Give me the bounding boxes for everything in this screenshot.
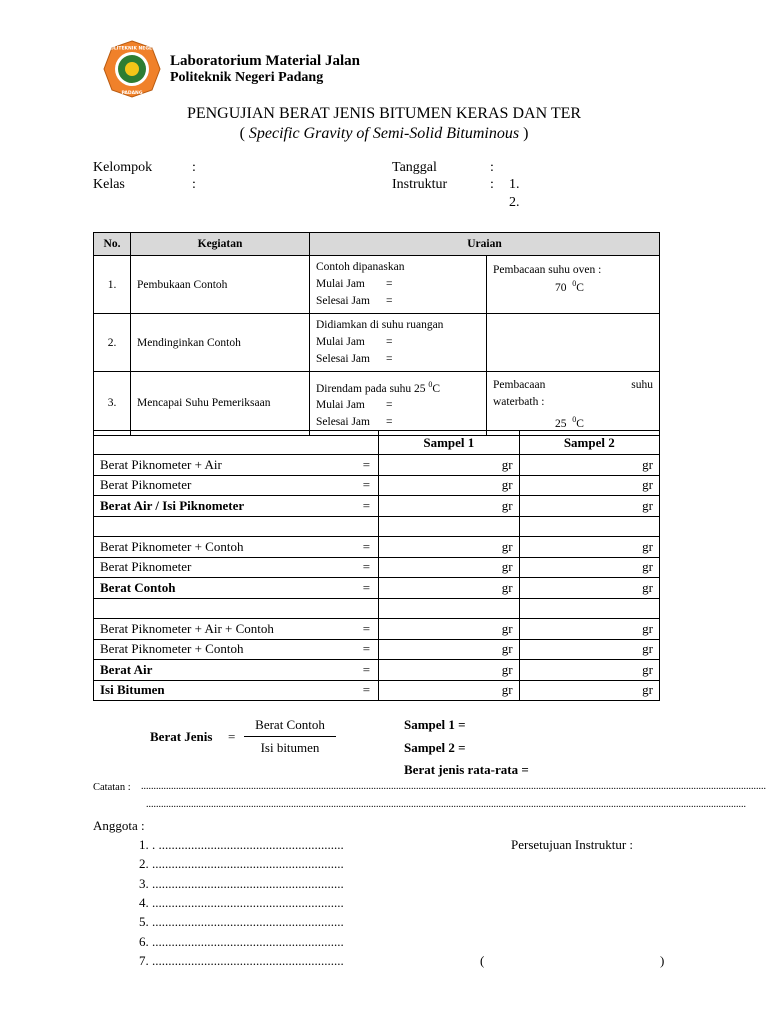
institution-name: Politeknik Negeri Padang — [170, 70, 324, 85]
measurement-row — [94, 598, 660, 619]
measurement-label: Berat Piknometer — [94, 475, 355, 496]
sampel-2-value[interactable]: gr — [519, 455, 659, 476]
kelas-label: Kelas — [93, 177, 125, 192]
row2-selesai-label: Selesai Jam — [316, 353, 370, 365]
formula-numerator: Berat Contoh — [255, 717, 325, 732]
measurement-label: Berat Piknometer + Contoh — [94, 537, 355, 558]
row3-waterbath — [487, 372, 660, 436]
measurement-row — [94, 639, 660, 660]
sampel-1-value[interactable]: gr — [379, 455, 519, 476]
lab-name: Laboratorium Material Jalan — [170, 53, 360, 69]
measurement-eq: = — [354, 660, 378, 681]
row2-line2 — [316, 334, 480, 351]
header-uraian: Uraian — [310, 233, 660, 256]
activity-table — [93, 232, 660, 436]
formula-rata-rata: Berat jenis rata-rata = — [404, 762, 529, 777]
sampel-2-value[interactable]: gr — [519, 557, 659, 578]
subtitle-paren-open: ( — [239, 125, 249, 142]
document-title: PENGUJIAN BERAT JENIS BITUMEN KERAS DAN TER — [186, 105, 582, 122]
blank-cell — [379, 598, 519, 619]
row1-oven-value — [493, 279, 653, 294]
formula-label: Berat Jenis — [150, 729, 213, 744]
measurement-eq: = — [354, 578, 378, 599]
row1-oven-label: Pembacaan suhu oven : — [493, 264, 602, 276]
logo-text-bottom: PADANG — [121, 91, 143, 96]
measurement-row — [94, 660, 660, 681]
sampel-1-value[interactable]: gr — [379, 475, 519, 496]
measurement-label: Berat Air — [94, 660, 355, 681]
anggota-item: 4. ........................................................... — [139, 894, 344, 910]
row3-uraian — [310, 372, 487, 436]
measurement-body — [94, 455, 660, 701]
sampel-1-value[interactable]: gr — [379, 557, 519, 578]
blank-cell — [519, 598, 659, 619]
row3-mulai-eq: = — [386, 399, 393, 412]
measurement-eq: = — [354, 619, 378, 640]
measurement-eq: = — [354, 496, 378, 517]
sampel-2-value[interactable]: gr — [519, 537, 659, 558]
measurement-row — [94, 557, 660, 578]
row2-no: 2. — [94, 314, 131, 372]
catatan-label: Catatan : — [93, 782, 131, 793]
row1-selesai-label: Selesai Jam — [316, 295, 370, 307]
paren-close: ) — [660, 953, 665, 968]
row1-no: 1. — [94, 256, 131, 314]
tanggal-label: Tanggal — [392, 160, 437, 175]
anggota-item: 2. ........................................................... — [139, 856, 344, 872]
row3-waterbath-label-a: Pembacaan — [493, 379, 546, 391]
header-sampel-2: Sampel 2 — [519, 431, 659, 455]
paren-open: ( — [480, 953, 485, 968]
measurement-label: Berat Piknometer + Air — [94, 455, 355, 476]
formula-denominator: Isi bitumen — [260, 740, 320, 755]
politeknik-logo — [103, 40, 161, 98]
measurement-row — [94, 578, 660, 599]
row1-oven-unit: C — [576, 281, 584, 294]
row2-empty — [487, 314, 660, 372]
anggota-item: 6. ........................................................... — [139, 933, 344, 949]
row3-line3 — [316, 414, 480, 431]
row1-oven-degree: 0 — [572, 279, 577, 288]
blank-cell — [379, 516, 519, 537]
row1-kegiatan: Pembukaan Contoh — [131, 256, 310, 314]
header-kegiatan: Kegiatan — [131, 233, 310, 256]
instruktur-label: Instruktur — [392, 177, 448, 192]
row2-line1: Didiamkan di suhu ruangan — [316, 319, 444, 331]
row3-no: 3. — [94, 372, 131, 436]
sampel-1-value[interactable]: gr — [379, 660, 519, 681]
measurement-row — [94, 475, 660, 496]
activity-row-2 — [94, 314, 660, 372]
kelas-colon: : — [192, 177, 196, 192]
row2-mulai-label: Mulai Jam — [316, 336, 365, 348]
measurement-label: Isi Bitumen — [94, 680, 355, 701]
measurement-label: Berat Air / Isi Piknometer — [94, 496, 355, 517]
sampel-2-value[interactable]: gr — [519, 680, 659, 701]
measurement-label: Berat Piknometer + Air + Contoh — [94, 619, 355, 640]
measurement-row — [94, 516, 660, 537]
measurement-label: Berat Contoh — [94, 578, 355, 599]
instruktur-colon: : — [490, 177, 494, 192]
instruktur-2: 2. — [509, 195, 520, 210]
anggota-item: 3. ........................................................... — [139, 875, 344, 891]
row3-waterbath-degree: 0 — [572, 415, 577, 424]
sampel-1-value[interactable]: gr — [379, 619, 519, 640]
measurement-row — [94, 455, 660, 476]
row2-selesai-eq: = — [386, 353, 393, 365]
sampel-2-value[interactable]: gr — [519, 475, 659, 496]
measurement-row — [94, 680, 660, 701]
row1-mulai-eq: = — [386, 278, 393, 290]
blank-cell — [519, 516, 659, 537]
sampel-1-value[interactable]: gr — [379, 578, 519, 599]
catatan-line-2: ................................................................................................................................................................................................................................................ — [146, 799, 746, 810]
row3-waterbath-label-c: waterbath : — [493, 396, 545, 408]
activity-row-1 — [94, 256, 660, 314]
row2-mulai-eq: = — [386, 336, 393, 348]
row3-line1-unit: C — [432, 382, 441, 395]
measurement-row — [94, 619, 660, 640]
measurement-eq: = — [354, 455, 378, 476]
activity-header-row — [94, 233, 660, 256]
row3-waterbath-unit: C — [576, 417, 584, 430]
blank-cell — [94, 516, 379, 537]
measurement-header-row — [94, 431, 660, 455]
header-sampel-1: Sampel 1 — [379, 431, 519, 455]
measurement-row — [94, 537, 660, 558]
logo-text-top: POLITEKNIK NEGERI — [106, 46, 158, 52]
sampel-2-value[interactable]: gr — [519, 619, 659, 640]
row2-kegiatan: Mendinginkan Contoh — [131, 314, 310, 372]
row1-uraian — [310, 256, 487, 314]
activity-row-3 — [94, 372, 660, 436]
instruktur-1: 1. — [509, 177, 520, 192]
sampel-1-value[interactable]: gr — [379, 680, 519, 701]
tanggal-colon: : — [490, 160, 494, 175]
row3-line1-degree: 0 — [428, 379, 433, 389]
sampel-2-value[interactable]: gr — [519, 639, 659, 660]
row3-selesai-label: Selesai Jam — [316, 416, 370, 429]
measurement-label: Berat Piknometer — [94, 557, 355, 578]
row1-oven-number: 70 — [555, 281, 567, 294]
row1-line2 — [316, 276, 480, 293]
row3-mulai-label: Mulai Jam — [316, 399, 365, 412]
measurement-eq: = — [354, 557, 378, 578]
formula-fraction-line — [244, 736, 336, 737]
kelompok-label: Kelompok — [93, 160, 153, 175]
measurement-eq: = — [354, 537, 378, 558]
row1-mulai-label: Mulai Jam — [316, 278, 365, 290]
sampel-2-value[interactable]: gr — [519, 660, 659, 681]
sampel-2-value[interactable]: gr — [519, 578, 659, 599]
kelompok-colon: : — [192, 160, 196, 175]
row1-line3 — [316, 293, 480, 310]
row1-selesai-eq: = — [386, 295, 393, 307]
subtitle-text: Specific Gravity of Semi-Solid Bituminous — [248, 125, 520, 142]
formula-sampel-1: Sampel 1 = — [404, 717, 466, 732]
formula-sampel-2: Sampel 2 = — [404, 740, 466, 755]
catatan-line-1: .......................................................................................................................................................................................................................................................... — [141, 781, 766, 792]
blank-cell — [94, 598, 379, 619]
anggota-item: 1. . ......................................................... — [139, 837, 344, 852]
measurement-row — [94, 496, 660, 517]
anggota-item: 5. ........................................................... — [139, 914, 344, 930]
row3-line2 — [316, 397, 480, 414]
row3-line1-text: Direndam pada suhu 25 — [316, 382, 426, 395]
row3-line1 — [316, 376, 480, 398]
sampel-1-value[interactable]: gr — [379, 639, 519, 660]
row1-line1: Contoh dipanaskan — [316, 261, 405, 273]
anggota-item: 7. ........................................................... — [139, 952, 344, 968]
subtitle-paren-close: ) — [519, 125, 529, 142]
row2-uraian — [310, 314, 487, 372]
row3-waterbath-number: 25 — [555, 417, 567, 430]
measurement-eq: = — [354, 680, 378, 701]
sampel-1-value[interactable]: gr — [379, 537, 519, 558]
persetujuan-label: Persetujuan Instruktur : — [511, 837, 634, 852]
measurement-header-blank — [94, 431, 379, 455]
header-no: No. — [94, 233, 131, 256]
anggota-label: Anggota : — [93, 818, 145, 833]
sampel-1-value[interactable]: gr — [379, 496, 519, 517]
measurement-eq: = — [354, 639, 378, 660]
row3-waterbath-label-line — [493, 377, 653, 394]
measurement-eq: = — [354, 475, 378, 496]
sampel-2-value[interactable]: gr — [519, 496, 659, 517]
measurement-table — [93, 430, 660, 701]
row3-waterbath-label-b: suhu — [631, 379, 653, 391]
row1-oven — [487, 256, 660, 314]
row2-line3 — [316, 351, 480, 368]
measurement-label: Berat Piknometer + Contoh — [94, 639, 355, 660]
formula-eq: = — [228, 729, 236, 744]
document-subtitle — [0, 125, 768, 143]
row3-selesai-eq: = — [386, 416, 393, 429]
row3-kegiatan: Mencapai Suhu Pemeriksaan — [131, 372, 310, 436]
